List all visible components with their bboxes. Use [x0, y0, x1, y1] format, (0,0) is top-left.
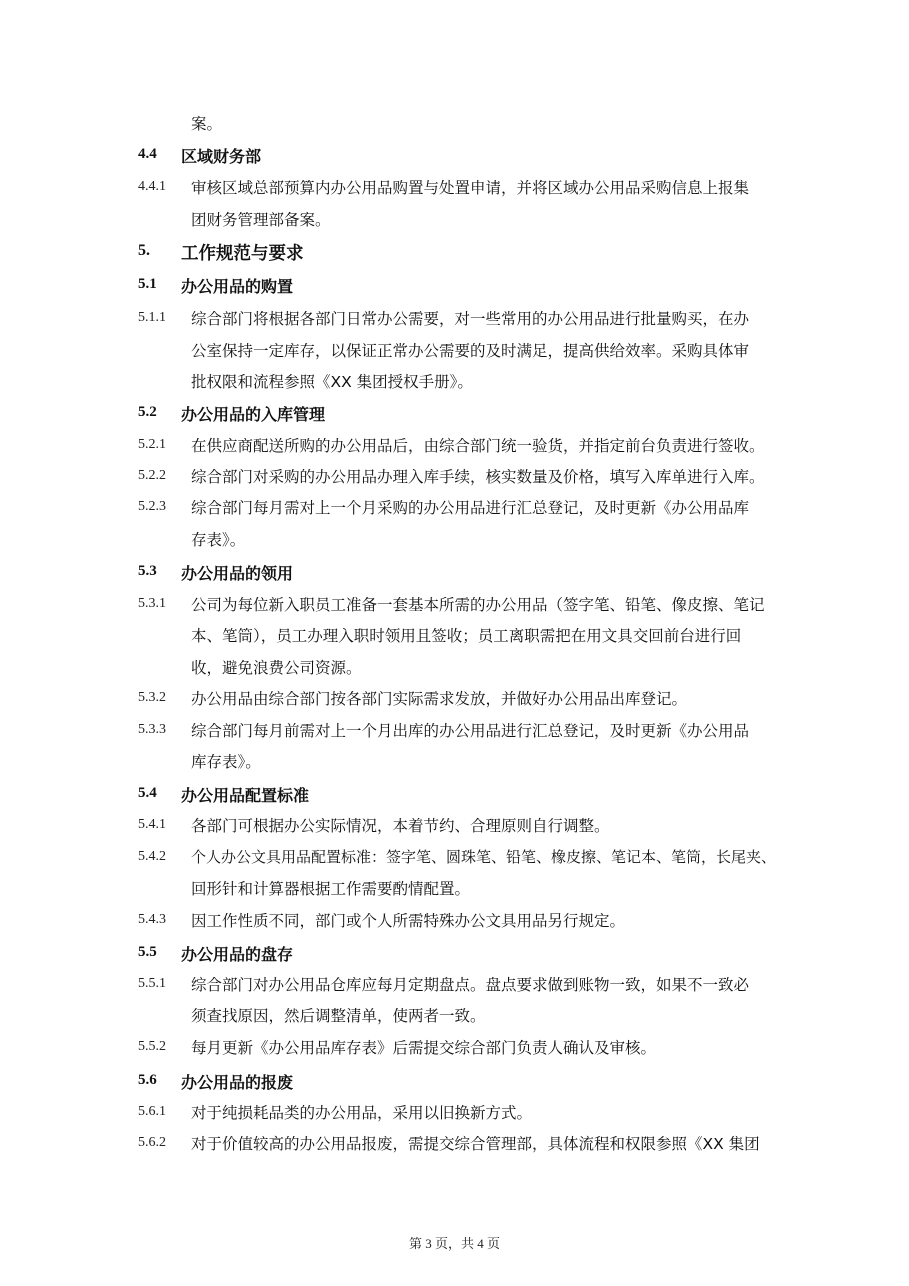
clause-number: 4.4.1	[138, 179, 166, 194]
page-footer: 第 3 页，共 4 页	[408, 1236, 500, 1251]
clause-number: 5.3.1	[138, 596, 166, 611]
clause-text: 公司为每位新入职员工准备一套基本所需的办公用品（签字笔、铅笔、像皮擦、笔记	[191, 596, 765, 614]
clause-number: 5.5.1	[138, 976, 166, 991]
continuation-line: 批权限和流程参照《XX 集团授权手册》。	[191, 373, 473, 391]
clause-text: 综合部门对办公用品仓库应每月定期盘点。盘点要求做到账物一致，如果不一致必	[191, 976, 750, 994]
section-number: 5.6	[138, 1072, 157, 1088]
section-heading: 办公用品的盘存	[181, 945, 294, 964]
clause-text: 每月更新《办公用品库存表》后需提交综合部门负责人确认及审核。	[191, 1039, 657, 1057]
clause-number: 5.4.3	[138, 912, 166, 927]
clause-number: 5.6.2	[138, 1135, 166, 1150]
section-number: 5.5	[138, 944, 157, 960]
clause-number: 5.3.3	[138, 722, 166, 737]
clause-number: 5.1.1	[138, 310, 166, 325]
continuation-line: 案。	[191, 115, 223, 133]
clause-number: 5.2.2	[138, 468, 166, 483]
continuation-line: 回形针和计算器根据工作需要酌情配置。	[191, 880, 471, 898]
clause-text: 因工作性质不同，部门或个人所需特殊办公文具用品另行规定。	[191, 912, 626, 930]
continuation-line: 团财务管理部备案。	[191, 211, 331, 229]
clause-text: 审核区域总部预算内办公用品购置与处置申请，并将区域办公用品采购信息上报集	[191, 179, 750, 197]
continuation-line: 存表》。	[191, 531, 246, 549]
clause-text: 综合部门将根据各部门日常办公需要，对一些常用的办公用品进行批量购买，在办	[191, 310, 750, 328]
clause-number: 5.6.1	[138, 1104, 166, 1119]
clause-number: 5.2.1	[138, 437, 166, 452]
clause-text: 在供应商配送所购的办公用品后，由综合部门统一验货，并指定前台负责进行签收。	[191, 437, 765, 455]
clause-number: 5.4.1	[138, 817, 166, 832]
section-heading: 办公用品配置标准	[181, 786, 310, 805]
continuation-line: 公室保持一定库存，以保证正常办公需要的及时满足，提高供给效率。采购具体审	[191, 342, 750, 360]
clause-number: 5.5.2	[138, 1039, 166, 1054]
clause-text: 综合部门每月需对上一个月采购的办公用品进行汇总登记，及时更新《办公用品库	[191, 499, 750, 517]
section-heading: 办公用品的报废	[181, 1073, 294, 1092]
section-number: 5.1	[138, 276, 157, 292]
section-number: 5.2	[138, 404, 157, 420]
chapter-number: 5.	[138, 242, 150, 259]
clause-text: 对于价值较高的办公用品报废，需提交综合管理部，具体流程和权限参照《XX 集团	[191, 1135, 760, 1153]
clause-text: 办公用品由综合部门按各部门实际需求发放，并做好办公用品出库登记。	[191, 690, 688, 708]
continuation-line: 须查找原因，然后调整清单，使两者一致。	[191, 1007, 486, 1025]
section-heading: 办公用品的入库管理	[181, 405, 326, 424]
section-heading: 区域财务部	[181, 147, 262, 166]
chapter-heading: 工作规范与要求	[181, 244, 304, 264]
clause-text: 对于纯损耗品类的办公用品，采用以旧换新方式。	[191, 1104, 533, 1122]
clause-text: 各部门可根据办公实际情况，本着节约、合理原则自行调整。	[191, 817, 610, 835]
clause-text: 综合部门对采购的办公用品办理入库手续，核实数量及价格，填写入库单进行入库。	[191, 468, 765, 486]
clause-text: 综合部门每月前需对上一个月出库的办公用品进行汇总登记，及时更新《办公用品	[191, 722, 750, 740]
clause-text: 个人办公文具用品配置标准：签字笔、圆珠笔、铅笔、橡皮擦、笔记本、笔筒，长尾夹、	[191, 848, 777, 866]
section-heading: 办公用品的购置	[181, 277, 294, 296]
section-number: 5.4	[138, 785, 157, 801]
section-heading: 办公用品的领用	[181, 564, 294, 583]
section-number: 5.3	[138, 563, 157, 579]
continuation-line: 库存表》。	[191, 753, 261, 771]
section-number: 4.4	[138, 146, 157, 162]
clause-number: 5.4.2	[138, 849, 166, 864]
continuation-line: 收，避免浪费公司资源。	[191, 659, 362, 677]
clause-number: 5.2.3	[138, 499, 166, 514]
continuation-line: 本、笔筒），员工办理入职时领用且签收；员工离职需把在用文具交回前台进行回	[191, 627, 742, 645]
clause-number: 5.3.2	[138, 690, 166, 705]
